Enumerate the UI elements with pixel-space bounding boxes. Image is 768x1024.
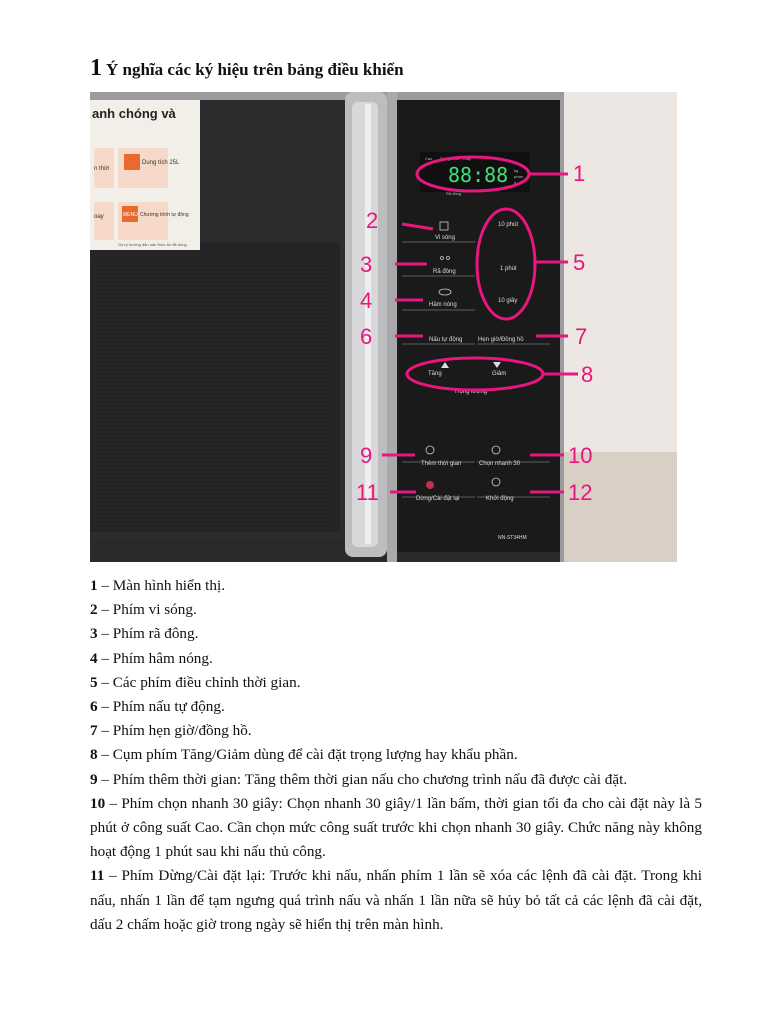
sticker-tile-1: n thời [94, 166, 110, 172]
tang-label: Tăng [428, 371, 442, 377]
sticker-tile-3: oay [94, 214, 104, 220]
vi-song-label: Vi sóng [435, 235, 455, 241]
legend-item-text: – Các phím điều chỉnh thời gian. [97, 673, 301, 691]
callout-8: 8 [581, 362, 594, 387]
legend-item [90, 574, 702, 598]
legend-item-number: 10 [90, 794, 106, 812]
legend-item-text: – Phím chọn nhanh 30 giây: Chọn nhanh 30 giây/1 lần bấm, thời gian tối đa cho cài đặt này là 5 phút ở công suất Cao. Cần chọn mức công suất trước khi chọn nhanh 30 giây. Chức năng này không hoạt động 1 phút sau khi nấu thủ công. [90, 794, 702, 861]
callout-5: 5 [573, 250, 586, 275]
giam-label: Giảm [492, 371, 507, 377]
legend-item [90, 864, 702, 937]
legend-item-number: 9 [90, 770, 98, 788]
legend-item-text: – Phím nấu tự động. [97, 698, 225, 716]
callout-11: 11 [356, 480, 379, 505]
legend-item-number: 5 [90, 673, 98, 691]
heading-number: 1 [90, 55, 102, 81]
display-unit-portion: phần [514, 174, 523, 179]
legend-item-number: 8 [90, 746, 98, 764]
time-1p-label: 1 phút [500, 266, 517, 272]
ham-nong-label: Hâm nóng [429, 302, 457, 308]
callout-7: 7 [575, 324, 588, 349]
them-thoi-gian-label: Thêm thời gian [421, 461, 462, 467]
legend-list [90, 574, 702, 937]
legend-item-text: – Phím Dừng/Cài đặt lại: Trước khi nấu, nhấn phím 1 lần sẽ xóa các lệnh đã cài đặt. Trong khi nấu, nhấn 1 lần để tạm ngưng quá trình nấu và nhấn 1 lần nữa sẽ hủy bỏ tất cả các lệnh đã cài đặt, dấu 2 chấm hoặc giờ trong ngày sẽ hiển thị trên màn hình. [90, 867, 702, 933]
legend-item-text: – Phím vi sóng. [97, 601, 197, 619]
legend-item-number: 6 [90, 698, 98, 716]
legend-item-number: 4 [90, 649, 98, 667]
time-10p-label: 10 phút [498, 222, 519, 228]
sticker-top-text: anh chóng và [92, 106, 176, 121]
legend-item-text: – Phím hâm nóng. [97, 649, 213, 667]
sticker-footnote: Gợi ý hướng dẫn nấu thức ăn đã dùng [118, 242, 187, 247]
legend-item [90, 695, 702, 719]
sticker-tile-4: Chương trình tự động [140, 212, 189, 218]
chon-nhanh-label: Chọn nhanh 30 [479, 461, 521, 467]
legend-item [90, 743, 702, 767]
legend-item-number: 1 [90, 577, 98, 594]
sticker-tile-2: Dung tích 25L [142, 160, 180, 166]
callout-9: 9 [360, 443, 373, 468]
microwave-photo [90, 92, 677, 562]
callout-4: 4 [360, 288, 373, 313]
display-bottom-label: Rã đông [446, 191, 462, 196]
callout-1: 1 [573, 161, 586, 186]
time-10s-label: 10 giây [498, 298, 518, 304]
trong-luong-label: Trọng lượng [454, 389, 488, 395]
callout-3: 3 [360, 252, 373, 277]
legend-item [90, 671, 702, 695]
legend-item-number: 3 [90, 625, 98, 643]
ra-dong-label: Rã đông [433, 269, 456, 275]
callout-10: 10 [568, 443, 593, 468]
legend-item-number: 7 [90, 722, 98, 740]
khoi-dong-label: Khởi động [486, 496, 514, 502]
legend-item [90, 719, 702, 743]
legend-item [90, 622, 702, 646]
section-heading [90, 55, 404, 82]
display-unit-kg: kg [514, 168, 519, 173]
heading-title: Ý nghĩa các ký hiệu trên bảng điều khiển [106, 60, 404, 79]
hen-gio-label: Hẹn giờ/Đồng hồ [478, 337, 524, 343]
sticker-menu: MENU [123, 212, 138, 218]
legend-item-text: – Phím rã đông. [97, 625, 199, 643]
legend-item-number: 11 [90, 867, 105, 885]
display-unit-g: g [514, 180, 517, 185]
legend-item [90, 598, 702, 622]
legend-item [90, 768, 702, 792]
display-label-low: Thấp [462, 156, 472, 161]
dung-label: Dừng/Cài đặt lại [416, 496, 460, 502]
legend-item [90, 792, 702, 865]
callout-2: 2 [366, 208, 379, 233]
legend-item-text: – Phím thêm thời gian: Tăng thêm thời gian nấu cho chương trình nấu đã được cài đặt. [97, 770, 628, 788]
legend-item [90, 647, 702, 671]
display-label-medium: Trung bình [440, 156, 460, 161]
legend-item-text: – Màn hình hiển thị. [97, 577, 225, 594]
legend-item-text: – Cụm phím Tăng/Giảm dùng để cài đặt trọng lượng hay khẩu phần. [97, 746, 518, 764]
display-label-high: Cao [425, 156, 433, 161]
display-digits: 88:88 [448, 163, 509, 187]
legend-item-number: 2 [90, 601, 98, 619]
legend-item-text: – Phím hẹn giờ/đồng hồ. [97, 722, 252, 740]
callout-6: 6 [360, 324, 373, 349]
model-label: NN-ST34HM [498, 535, 527, 541]
nau-tu-dong-label: Nấu tự động [429, 337, 463, 343]
callout-12: 12 [568, 480, 593, 505]
